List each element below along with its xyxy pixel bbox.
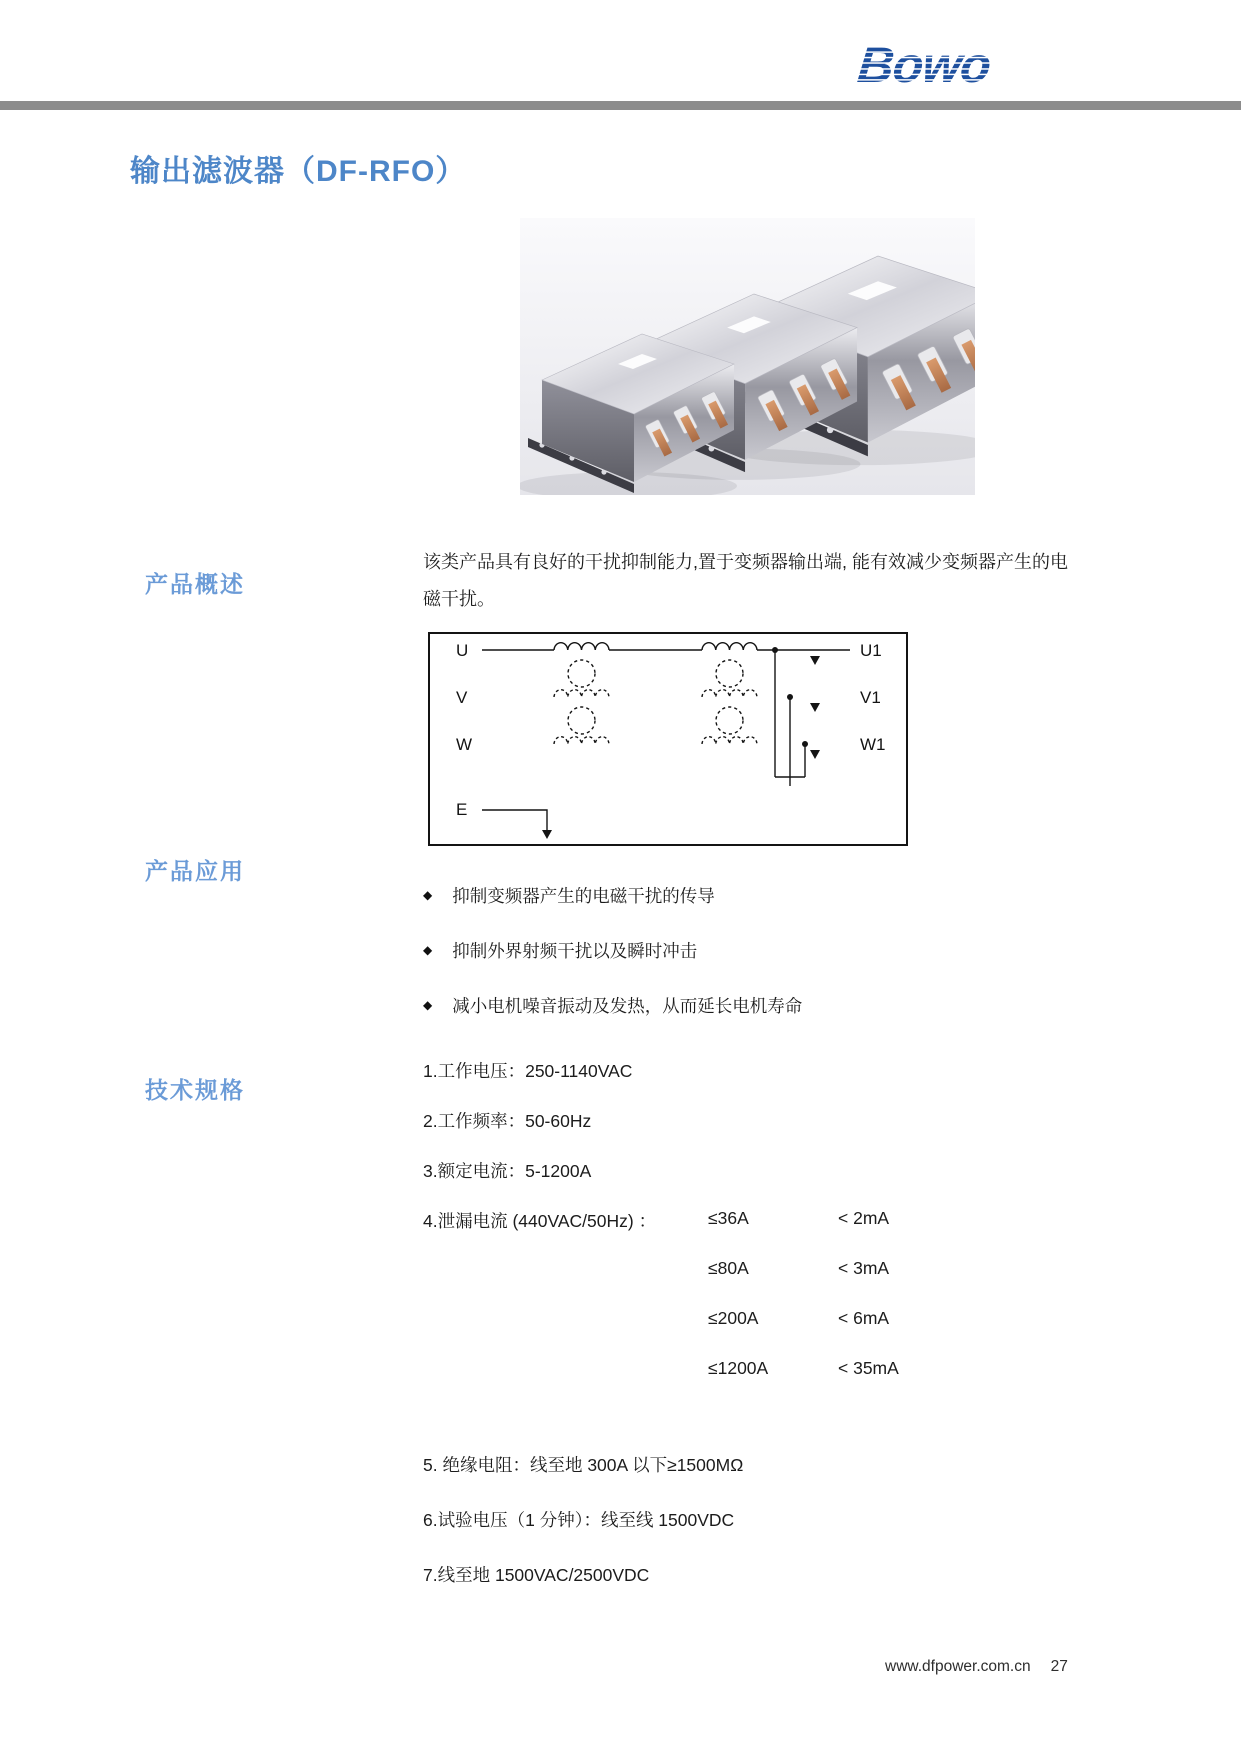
diamond-bullet-icon: ◆ xyxy=(423,943,433,957)
header-divider-bar xyxy=(0,101,1241,110)
bullet-text: 抑制外界射频干扰以及瞬时冲击 xyxy=(452,940,698,961)
application-bullet-1 xyxy=(423,882,1063,908)
overview-heading: 产品概述 xyxy=(145,571,245,597)
footer-url: www.dfpower.com.cn xyxy=(885,1658,1031,1675)
filter-circuit-diagram xyxy=(428,632,908,846)
schematic-nodes xyxy=(542,647,820,839)
bullet-text: 减小电机噪音振动及发热，从而延长电机寿命 xyxy=(452,995,803,1016)
application-bullet-2 xyxy=(423,937,1063,963)
page-title: 输出滤波器（DF-RFO） xyxy=(130,155,467,188)
application-heading: 产品应用 xyxy=(145,858,245,884)
earth-label: E xyxy=(456,800,468,819)
spec-item-1: 1.工作电压：250-1140VAC xyxy=(423,1061,633,1081)
phase-u-label: U xyxy=(456,641,469,660)
spec-item-2: 2.工作频率：50-60Hz xyxy=(423,1111,592,1131)
spec-leakage-row-1 xyxy=(423,1208,983,1233)
diamond-bullet-icon: ◆ xyxy=(423,998,433,1012)
leakage-current: ≤36A xyxy=(708,1208,749,1228)
leakage-current: ≤80A xyxy=(708,1258,749,1278)
phase-v-label: V xyxy=(456,688,468,707)
leakage-value: < 3mA xyxy=(838,1258,890,1278)
spec-item-3: 3.额定电流：5-1200A xyxy=(423,1161,592,1181)
phase-u1-label: U1 xyxy=(860,641,882,660)
leakage-value: < 2mA xyxy=(838,1208,890,1228)
leakage-value: < 35mA xyxy=(838,1358,899,1378)
leakage-current: ≤1200A xyxy=(708,1358,769,1378)
bowo-logo-text: Bowo xyxy=(855,37,994,93)
overview-body-text: 该类产品具有良好的干扰抑制能力,置于变频器输出端, 能有效减少变频器产生的电磁干扰。 xyxy=(423,552,1068,609)
application-bullet-3 xyxy=(423,992,1063,1018)
leakage-current: ≤200A xyxy=(708,1308,759,1328)
leakage-value: < 6mA xyxy=(838,1308,890,1328)
filter-boxes-illustration xyxy=(520,218,975,495)
product-photo xyxy=(520,218,975,495)
phase-w-label: W xyxy=(456,735,473,754)
footer-page-number: 27 xyxy=(1050,1658,1068,1675)
spec-item-6: 6.试验电压（1 分钟）：线至线 1500VDC xyxy=(423,1510,735,1530)
spec-item-7: 7.线至地 1500VAC/2500VDC xyxy=(423,1565,650,1585)
circuit-schematic xyxy=(430,634,906,844)
schematic-wires xyxy=(482,643,850,830)
diamond-bullet-icon: ◆ xyxy=(423,888,433,902)
phase-v1-label: V1 xyxy=(860,688,881,707)
phase-w1-label: W1 xyxy=(860,735,886,754)
specs-heading: 技术规格 xyxy=(145,1077,245,1103)
bullet-text: 抑制变频器产生的电磁干扰的传导 xyxy=(452,885,715,906)
bowo-logo xyxy=(855,34,1008,96)
page-footer xyxy=(885,1658,1068,1676)
leakage-label: 4.泄漏电流 (440VAC/50Hz) ： xyxy=(423,1211,657,1231)
spec-item-5: 5. 绝缘电阻：线至地 300A 以下≥1500MΩ xyxy=(423,1455,744,1475)
